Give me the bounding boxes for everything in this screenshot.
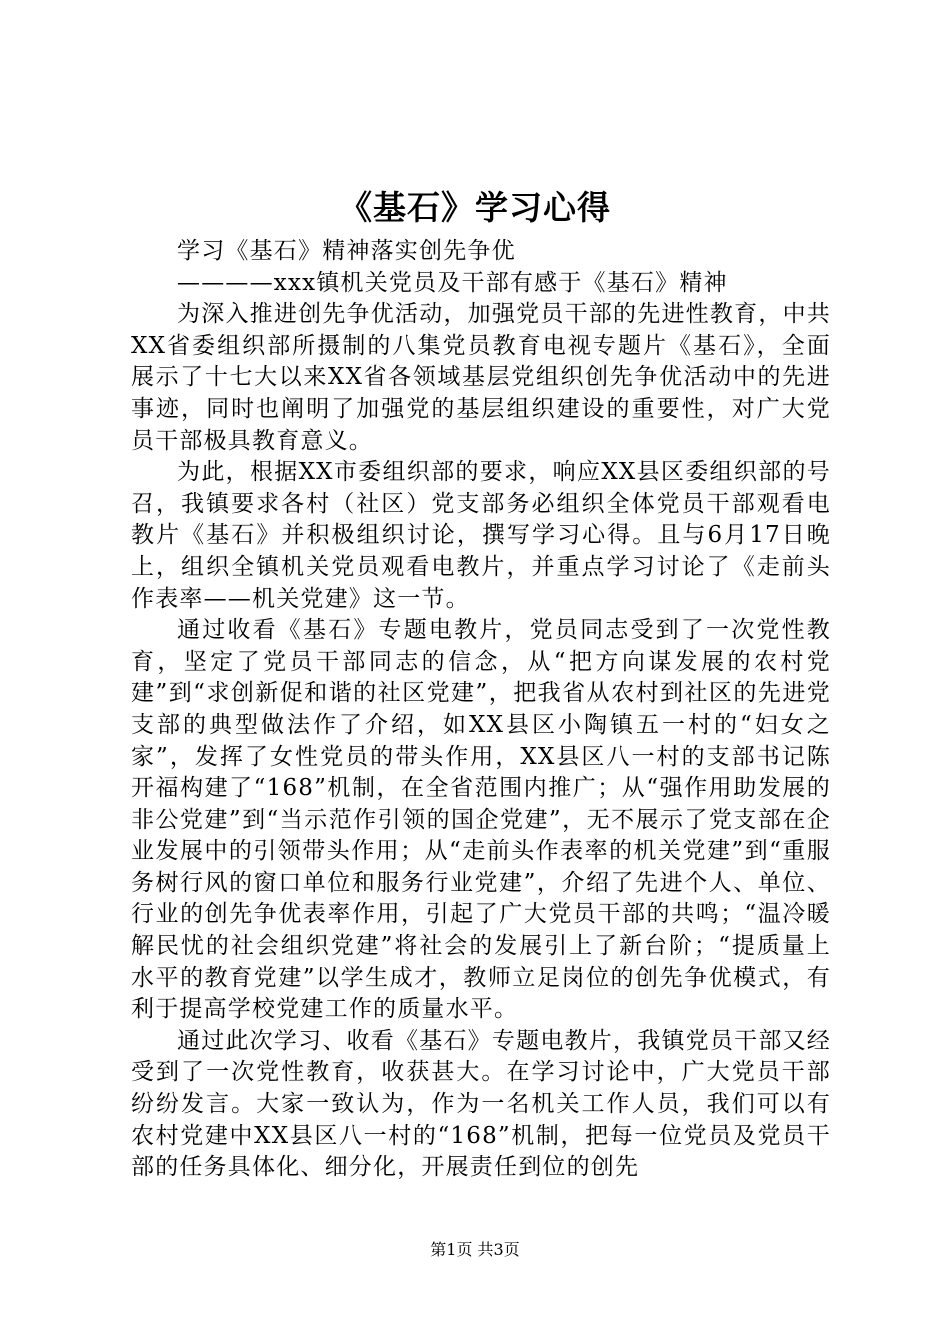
paragraph: 通过此次学习、收看《基石》专题电教片，我镇党员干部又经受到了一次党性教育，收获甚大。在学习讨论中，广大党员干部纷纷发言。大家一致认为，作为一名机关工作人员，我们可以有农村党建中XX县区八一村的“168”机制，把每一位党员及党员干部的任务具体化、细分化，开展责任到位的创先 bbox=[131, 1027, 831, 1181]
document-body bbox=[131, 236, 831, 1184]
document-byline: ————xxx镇机关党员及干部有感于《基石》精神 bbox=[177, 269, 728, 296]
paragraph: 通过收看《基石》专题电教片，党员同志受到了一次党性教育，坚定了党员干部同志的信念，从“把方向谋发展的农村党建”到“求创新促和谐的社区党建”，把我省从农村到社区的先进党支部的典型做法作了介绍，如XX县区小陶镇五一村的“妇女之家”，发挥了女性党员的带头作用，XX县区八一村的支部书记陈开福构建了“168”机制，在全省范围内推广；从“强作用助发展的非公党建”到“当示范作引领的国企党建”，无不展示了党支部在企业发展中的引领带头作用；从“走前头作表率的机关党建”到“重服务树行风的窗口单位和服务行业党建”，介绍了先进个人、单位、行业的创先争优表率作用，引起了广大党员干部的共鸣；“温冷暖解民忧的社会组织党建”将社会的发展引上了新台阶；“提质量上水平的教育党建”以学生成才，教师立足岗位的创先争优模式，有利于提高学校党建工作的质量水平。 bbox=[131, 617, 831, 1023]
document-title: 《基石》学习心得 bbox=[339, 188, 611, 227]
paragraph: 为深入推进创先争优活动，加强党员干部的先进性教育，中共XX省委组织部所摄制的八集党员教育电视专题片《基石》，全面展示了十七大以来XX省各领域基层党组织创先争优活动中的先进事迹，同时也阐明了加强党的基层组织建设的重要性，对广大党员干部极具教育意义。 bbox=[131, 301, 831, 454]
page-footer: 第1页 共3页 bbox=[430, 1240, 520, 1259]
paragraph: 为此，根据XX市委组织部的要求，响应XX县区委组织部的号召，我镇要求各村（社区）党支部务必组织全体党员干部观看电教片《基石》并积极组织讨论，撰写学习心得。且与6月17日晚上，组织全镇机关党员观看电教片，并重点学习讨论了《走前头作表率——机关党建》这一节。 bbox=[131, 459, 831, 612]
document-subtitle: 学习《基石》精神落实创先争优 bbox=[177, 238, 516, 264]
